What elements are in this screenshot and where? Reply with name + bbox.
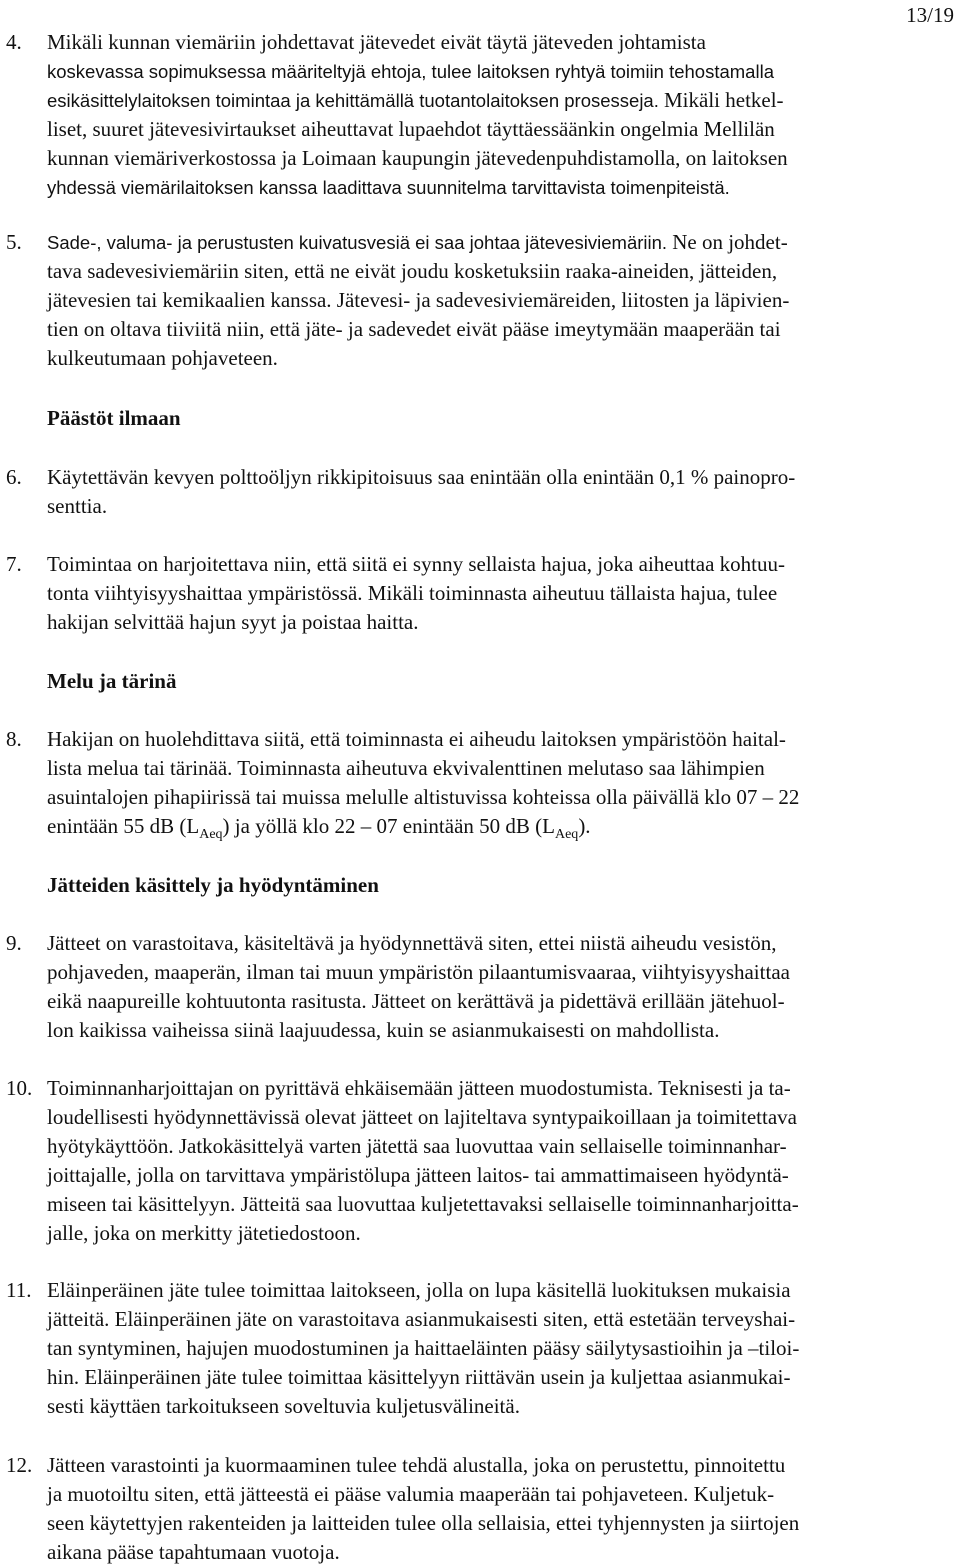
text-line: jätteitä. Eläinperäinen jäte on varastoitava asianmukaisesti siten, että estetään terveyshai- — [47, 1307, 796, 1331]
text-line: tava sadevesiviemäriin siten, että ne eivät joudu kosketuksiin raaka-aineiden, jätteiden, — [47, 259, 778, 283]
text-line: senttia. — [47, 494, 108, 518]
section-heading-noise: Melu ja tärinä — [47, 669, 177, 693]
text-line: eikä naapureille kohtuutonta rasitusta. Jätteet on kerättävä ja pidettävä erillään jätehuol- — [47, 989, 785, 1013]
text-line: pohjaveden, maaperän, ilman tai muun ympäristön pilaantumisvaaraa, viihtyisyyshaittaa — [47, 960, 790, 984]
text-line: lista melua tai tärinää. Toiminnasta aiheutuva ekvivalenttinen melutaso saa lähimpien — [47, 756, 765, 780]
text-line: Käytettävän kevyen polttoöljyn rikkipitoisuus saa enintään olla enintään 0,1 % painopro- — [47, 465, 796, 489]
text-line: Mikäli kunnan viemäriin johdettavat jätevedet eivät täytä jäteveden johtamista — [47, 30, 706, 54]
item-number: 8. — [6, 727, 22, 751]
item-number: 4. — [6, 30, 22, 54]
text-line: aikana pääse tapahtumaan vuotoja. — [47, 1540, 340, 1564]
text-line: loudellisesti hyödynnettävissä olevat jätteet on lajiteltava syntypaikoillaan ja toimitettava — [47, 1105, 797, 1129]
item-text — [47, 550, 952, 637]
text-line: tan syntyminen, hajujen muodostuminen ja haittaeläinten pääsy säilytysastioihin ja –tiloi- — [47, 1336, 800, 1360]
item-number: 12. — [6, 1453, 33, 1477]
text-line: joittajalle, jolla on tarvittava ympäristölupa jätteen laitos- tai ammattimaiseen hyödyntä- — [47, 1163, 789, 1187]
text-line: ja muotoiltu siten, että jätteestä ei pääse valumia maaperään tai pohjaveteen. Kuljetuk- — [47, 1482, 775, 1506]
item-number: 10. — [6, 1076, 33, 1100]
text-line: jätevesien tai kemikaalien kanssa. Jätevesi- ja sadevesiviemäreiden, liitosten ja läpivien- — [47, 288, 790, 312]
section-heading-waste: Jätteiden käsittely ja hyödyntäminen — [47, 873, 379, 897]
text-line — [47, 86, 952, 115]
text-segment: esikäsittelylaitoksen toimintaa ja kehittämällä tuotantolaitoksen prosesseja. — [47, 90, 664, 111]
item-text — [47, 1451, 952, 1567]
text-segment: Mikäli hetkel- — [664, 88, 784, 112]
section-heading-emissions: Päästöt ilmaan — [47, 406, 181, 430]
text-segment: Sade-, valuma- ja perustusten kuivatusvesiä ei saa johtaa jätevesiviemäriin. — [47, 232, 673, 253]
text-line: seen käytettyjen rakenteiden ja laitteiden tulee olla sellaisia, ettei tyhjennysten ja siirtojen — [47, 1511, 800, 1535]
item-text — [47, 929, 952, 1045]
text-line: lon kaikissa vaiheissa siinä laajuudessa, kuin se asianmukaisesti on mahdollista. — [47, 1018, 720, 1042]
item-number: 7. — [6, 552, 22, 576]
subscript-aeq: Aeq — [199, 827, 223, 843]
item-text — [47, 1074, 952, 1248]
text-line: asuintalojen pihapiirissä tai muissa melulle altistuvissa kohteissa olla päivällä klo 07 – 22 — [47, 785, 800, 809]
text-line: Toimintaa on harjoitettava niin, että siitä ei synny sellaista hajua, joka aiheuttaa kohtuu- — [47, 552, 785, 576]
text-line: Jätteen varastointi ja kuormaaminen tulee tehdä alustalla, joka on perustettu, pinnoitettu — [47, 1453, 786, 1477]
text-line: liset, suuret jätevesivirtaukset aiheuttavat lupaehdot täyttäessäänkin ongelmia Mellilän — [47, 117, 775, 141]
page-number: 13/19 — [906, 3, 954, 27]
item-text — [47, 28, 952, 202]
text-line: Eläinperäinen jäte tulee toimittaa laitokseen, jolla on lupa käsitellä luokituksen mukaisia — [47, 1278, 791, 1302]
text-line: Jätteet on varastoitava, käsiteltävä ja hyödynnettävä siten, ettei niistä aiheudu vesistön, — [47, 931, 777, 955]
text-line: hakijan selvittää hajun syyt ja poistaa haitta. — [47, 610, 419, 634]
text-line: koskevassa sopimuksessa määriteltyjä ehtoja, tulee laitoksen ryhtyä toimiin tehostamalla — [47, 61, 774, 82]
text-segment: enintään 55 dB (L — [47, 814, 200, 838]
text-line: yhdessä viemärilaitoksen kanssa laadittava suunnitelma tarvittavista toimenpiteistä. — [47, 177, 730, 198]
text-line: Hakijan on huolehdittava siitä, että toiminnasta ei aiheudu laitoksen ympäristöön haital- — [47, 727, 786, 751]
text-line: tonta viihtyisyyshaittaa ympäristössä. Mikäli toiminnasta aiheutuu tällaista hajua, tulee — [47, 581, 778, 605]
text-line: Toiminnanharjoittajan on pyrittävä ehkäisemään jätteen muodostumista. Teknisesti ja ta- — [47, 1076, 791, 1100]
item-number: 9. — [6, 931, 22, 955]
text-line: kulkeutumaan pohjaveteen. — [47, 346, 278, 370]
item-number: 5. — [6, 230, 22, 254]
item-text — [47, 1276, 952, 1421]
text-line — [47, 812, 952, 841]
text-segment: ) ja yöllä klo 22 – 07 enintään 50 dB (L — [222, 814, 555, 838]
item-text — [47, 228, 952, 373]
text-segment: Ne on johdet- — [672, 230, 788, 254]
text-line: hyötykäyttöön. Jatkokäsittelyä varten jätettä saa luovuttaa vain sellaiselle toiminnanhar- — [47, 1134, 787, 1158]
item-text — [47, 463, 952, 521]
text-line — [47, 228, 952, 257]
subscript-aeq: Aeq — [554, 827, 579, 843]
text-line: tien on oltava tiiviitä niin, että jäte- ja sadevedet eivät pääse imeytymään maaperään tai — [47, 317, 781, 341]
item-number: 11. — [6, 1278, 32, 1302]
text-line: miseen tai käsittelyyn. Jätteitä saa luovuttaa kuljetettavaksi sellaiselle toiminnanharjoitta- — [47, 1192, 799, 1216]
text-line: sesti käyttäen tarkoitukseen soveltuvia kuljetusvälineitä. — [47, 1394, 520, 1418]
text-line: kunnan viemäriverkostossa ja Loimaan kaupungin jätevedenpuhdistamolla, on laitoksen — [47, 146, 788, 170]
item-number: 6. — [6, 465, 22, 489]
text-segment: ). — [578, 814, 591, 838]
text-line: jalle, joka on merkitty jätetiedostoon. — [47, 1221, 361, 1245]
text-line: hin. Eläinperäinen jäte tulee toimittaa käsittelyyn riittävän usein ja kuljettaa asianmukai- — [47, 1365, 791, 1389]
item-text — [47, 725, 952, 841]
